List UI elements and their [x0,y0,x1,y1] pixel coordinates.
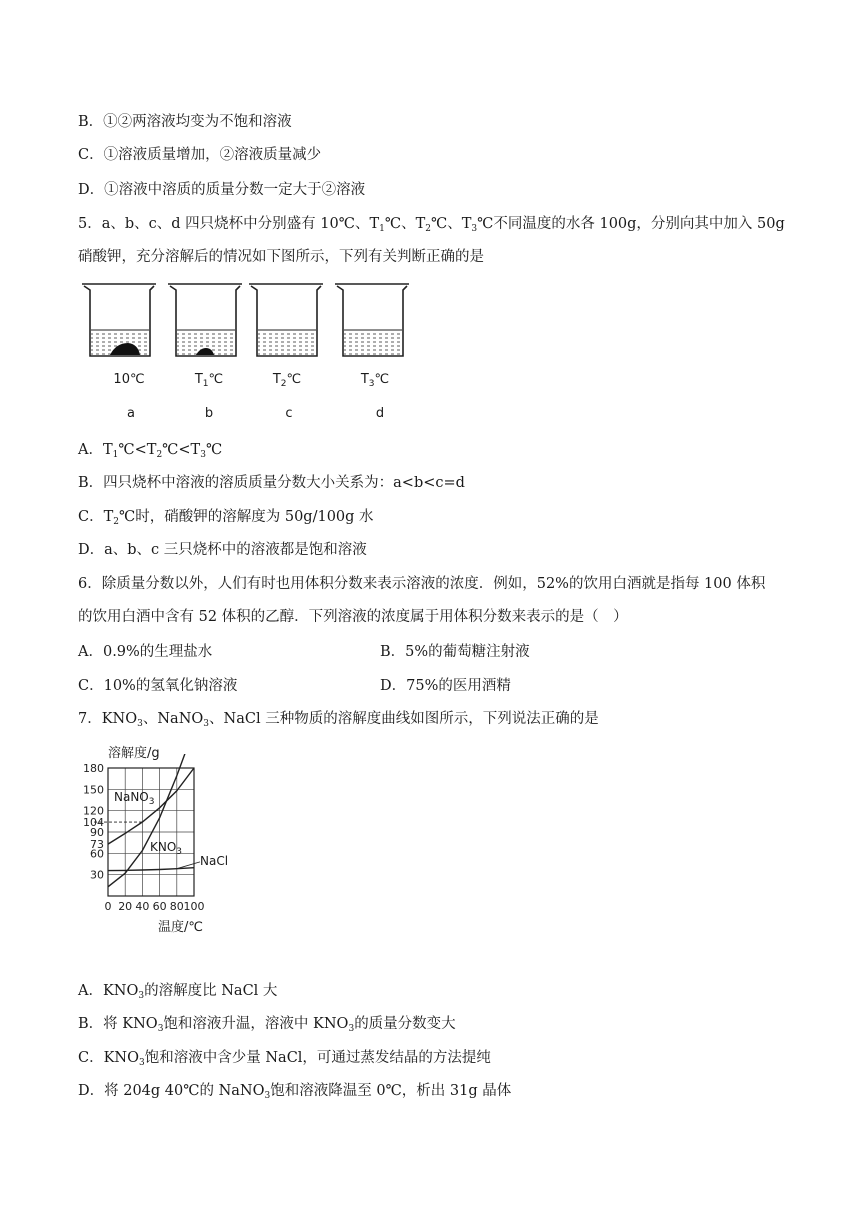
q6-stem-line2: 的饮用白酒中含有 52 体积的乙醇．下列溶液的浓度属于用体积分数来表示的是（ ） [78,609,628,625]
x-tick-label: 100 [183,900,205,913]
beaker-b-letter: b [204,406,214,421]
q6-option-a: A．0.9%的生理盐水 [78,644,213,660]
q7-option-b: B．将 $KNO_3$饱和溶液升温，溶液中 $KNO_3$的质量分数变大 [78,1016,456,1034]
y-tick-label: 73 [90,838,104,852]
q6-stem-line1: 6．除质量分数以外，人们有时也用体积分数来表示溶液的浓度．例如，52%的饮用白酒就是指每 100 体积 [78,576,766,592]
q6-option-b: B．5%的葡萄糖注射液 [380,644,530,660]
beaker-c [249,284,323,356]
q6-option-c: C．10%的氢氧化钠溶液 [78,678,238,694]
q6-option-d: D．75%的医用酒精 [380,678,511,694]
q7-option-d: D．将 204g 40℃的 NaNO$_3$饱和溶液降温至 0℃，析出 31g 晶体 [78,1083,512,1101]
q5-stem-line1: 5．a、b、c、d 四只烧杯中分别盛有 10℃、$T_1℃$、$T_2℃$、$T_3℃$不同温度的水各 100g，分别向其中加入 50g [78,216,785,234]
series-label-nano3: NaNO$_3$ [114,790,155,807]
q7-option-c: C．$KNO_3$饱和溶液中含少量 NaCl，可通过蒸发结晶的方法提纯 [78,1050,491,1068]
x-tick-label: 0 [104,900,112,913]
q4-option-c: C．①溶液质量增加，②溶液质量减少 [78,147,322,163]
q4-option-d: D．①溶液中溶质的质量分数一定大于②溶液 [78,182,366,198]
q5-option-a: A．$T_1℃<T_2℃<T_3℃$ [78,442,223,460]
beaker-d-letter: d [375,406,385,421]
beaker-c-temp: $T_2℃$ [272,372,302,389]
q5-option-d: D．a、b、c 三只烧杯中的溶液都是饱和溶液 [78,542,367,558]
beaker-a [82,284,156,356]
beaker-c-letter: c [285,406,293,421]
x-tick-label: 60 [152,900,167,913]
solubility-chart [72,740,252,940]
y-tick-label: 90 [90,826,104,839]
q7-stem: 7．$KNO_3$、NaNO$_3$、NaCl 三种物质的溶解度曲线如图所示，下列说法正确的是 [78,711,599,729]
chart-y-axis-label: 溶解度/g [108,746,160,761]
chart-x-axis-label: 温度/℃ [158,920,203,935]
series-label-nacl: NaCl [200,854,229,868]
series-line-nacl [108,868,194,871]
y-tick-label: 104 [83,816,104,830]
series-line-kno3 [108,752,185,886]
q5-stem-line2: 硝酸钾，充分溶解后的情况如下图所示，下列有关判断正确的是 [78,249,484,265]
q5-option-c: C．$T_2℃$时，硝酸钾的溶解度为 50g/100g 水 [78,509,374,527]
beaker-d [335,284,409,356]
x-tick-label: 80 [169,900,184,913]
y-tick-label: 150 [83,783,104,797]
y-tick-label: 60 [90,847,104,861]
beaker-b [168,284,242,356]
beakers-figure [78,280,418,430]
beaker-b-temp: $T_1℃$ [194,372,224,389]
beaker-a-letter: a [127,406,135,421]
q5-option-b: B．四只烧杯中溶液的溶质质量分数大小关系为：a<b<c=d [78,475,465,491]
q4-option-b: B．①②两溶液均变为不饱和溶液 [78,114,292,130]
x-tick-label: 20 [118,900,133,913]
beaker-d-temp: $T_3℃$ [360,372,390,389]
y-tick-label: 180 [83,762,104,775]
beaker-a-temp: 10℃ [113,372,145,387]
series-label-kno3: $KNO_3$ [150,840,183,857]
q7-option-a: A．$KNO_3$的溶解度比 NaCl 大 [78,983,278,1001]
x-tick-label: 40 [135,900,150,913]
y-tick-label: 120 [83,804,104,818]
y-tick-label: 30 [90,868,104,882]
